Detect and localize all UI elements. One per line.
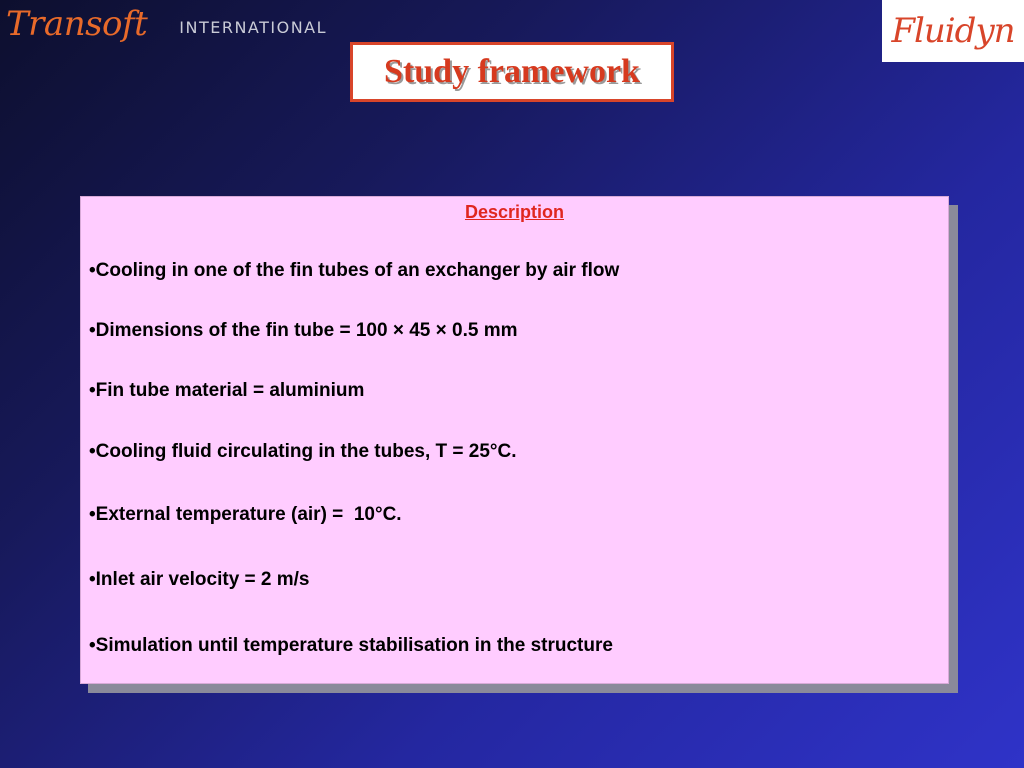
description-heading: Description: [464, 202, 565, 222]
fluidyn-logo: [882, 0, 1024, 62]
bullet-inlet-velocity: •Inlet air velocity = 2 m/s: [89, 569, 310, 590]
fluidyn-logo-text: Fluidyn: [891, 11, 1015, 51]
bullet-material: •Fin tube material = aluminium: [89, 380, 365, 401]
description-panel: [80, 196, 949, 684]
slide-title: Study framework: [384, 53, 640, 90]
bullet-dimensions: •Dimensions of the fin tube = 100 × 45 × 0.5 mm: [89, 320, 518, 341]
transoft-logo: [6, 4, 327, 60]
bullet-external-temperature: •External temperature (air) = 10°C.: [89, 504, 402, 525]
transoft-logo-script: Transoft: [6, 4, 148, 44]
bullet-cooling-fluid: •Cooling fluid circulating in the tubes, T = 25°C.: [89, 441, 517, 462]
transoft-logo-suffix: INTERNATIONAL: [179, 18, 328, 37]
title-box: [350, 42, 674, 102]
bullet-cooling: •Cooling in one of the fin tubes of an exchanger by air flow: [89, 260, 620, 281]
bullet-simulation: •Simulation until temperature stabilisation in the structure: [89, 635, 613, 656]
